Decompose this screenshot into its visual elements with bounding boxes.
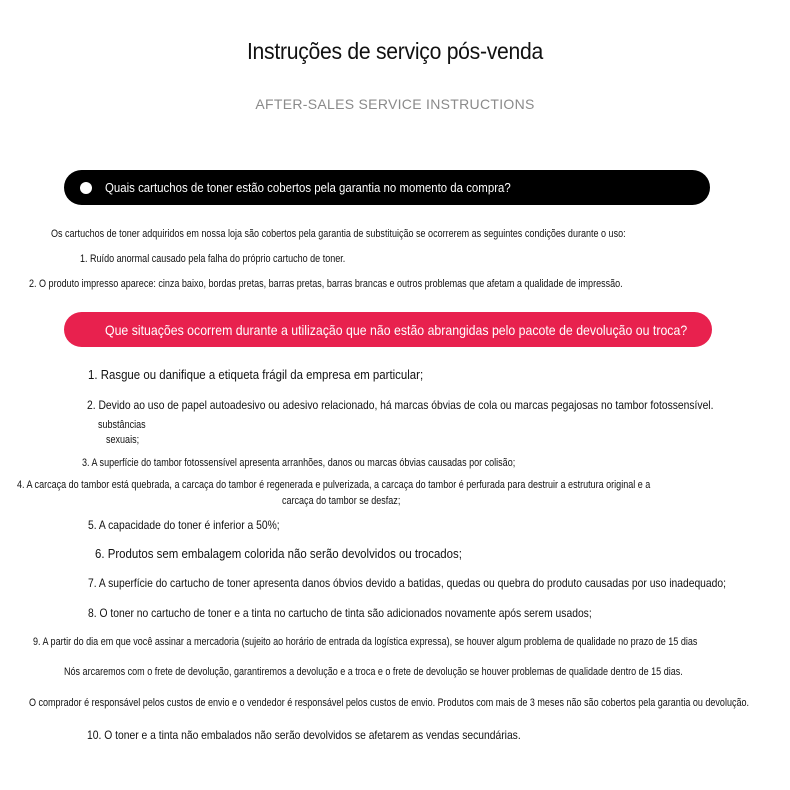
- section1-item-1: 1. Ruído anormal causado pela falha do próprio cartucho de toner.: [80, 253, 346, 265]
- section1-heading-bar: [64, 170, 710, 205]
- section2-item-2-note-2: sexuais;: [106, 434, 140, 446]
- section1-heading: Quais cartuchos de toner estão cobertos pela garantia no momento da compra?: [105, 180, 511, 195]
- section2-item-9-line-1: 9. A partir do dia em que você assinar a mercadoria (sujeito ao horário de entrada da logística expressa), se houver algum problema de qualidade no prazo de 15 dias: [33, 636, 698, 648]
- section2-item-7: 7. A superfície do cartucho de toner apresenta danos óbvios devido a batidas, quedas ou quebra do produto causadas por uso inadequado;: [88, 576, 727, 590]
- section2-item-3: 3. A superfície do tambor fotossensível apresenta arranhões, danos ou marcas óbvias causadas por colisão;: [82, 457, 516, 469]
- section2-heading-bar: [64, 312, 712, 347]
- section2-item-5: 5. A capacidade do toner é inferior a 50%;: [88, 518, 280, 532]
- section2-item-2-note-1: substâncias: [98, 419, 146, 431]
- section2-item-6: 6. Produtos sem embalagem colorida não serão devolvidos ou trocados;: [95, 546, 462, 561]
- section2-item-9-line-3: O comprador é responsável pelos custos de envio e o vendedor é responsável pelos custos de envio. Produtos com mais de 3 meses não são cobertos pela garantia ou devolução.: [29, 697, 750, 709]
- section2-item-4-line-1: 4. A carcaça do tambor está quebrada, a carcaça do tambor é regenerada e pulverizada, a carcaça do tambor é perfurada para destruir a estrutura original e a: [17, 479, 651, 491]
- bullet-dot-icon: [80, 182, 92, 194]
- section2-item-1: 1. Rasgue ou danifique a etiqueta frágil da empresa em particular;: [88, 367, 424, 382]
- section1-item-2: 2. O produto impresso aparece: cinza baixo, bordas pretas, barras pretas, barras brancas e outros problemas que afetam a qualidade de impressão.: [29, 278, 623, 290]
- section2-heading: Que situações ocorrem durante a utilização que não estão abrangidas pelo pacote de devolução ou troca?: [105, 321, 688, 338]
- page-title: Instruções de serviço pós-venda: [246, 38, 544, 64]
- section2-item-8: 8. O toner no cartucho de toner e a tinta no cartucho de tinta são adicionados novamente após serem usados;: [88, 606, 592, 620]
- section1-intro: Os cartuchos de toner adquiridos em nossa loja são cobertos pela garantia de substituição se ocorrerem as seguintes condições durante o uso:: [51, 228, 626, 240]
- page-subtitle: AFTER-SALES SERVICE INSTRUCTIONS: [255, 96, 535, 112]
- section2-item-4-line-2: carcaça do tambor se desfaz;: [282, 495, 401, 507]
- section2-item-9-line-2: Nós arcaremos com o frete de devolução, garantiremos a devolução e a troca e o frete de devolução se houver problemas de qualidade dentro de 15 dias.: [64, 666, 683, 678]
- section2-item-10: 10. O toner e a tinta não embalados não serão devolvidos se afetarem as vendas secundárias.: [87, 728, 521, 742]
- section2-item-2: 2. Devido ao uso de papel autoadesivo ou adesivo relacionado, há marcas óbvias de cola ou marcas pegajosas no tambor fotossensível.: [87, 398, 714, 412]
